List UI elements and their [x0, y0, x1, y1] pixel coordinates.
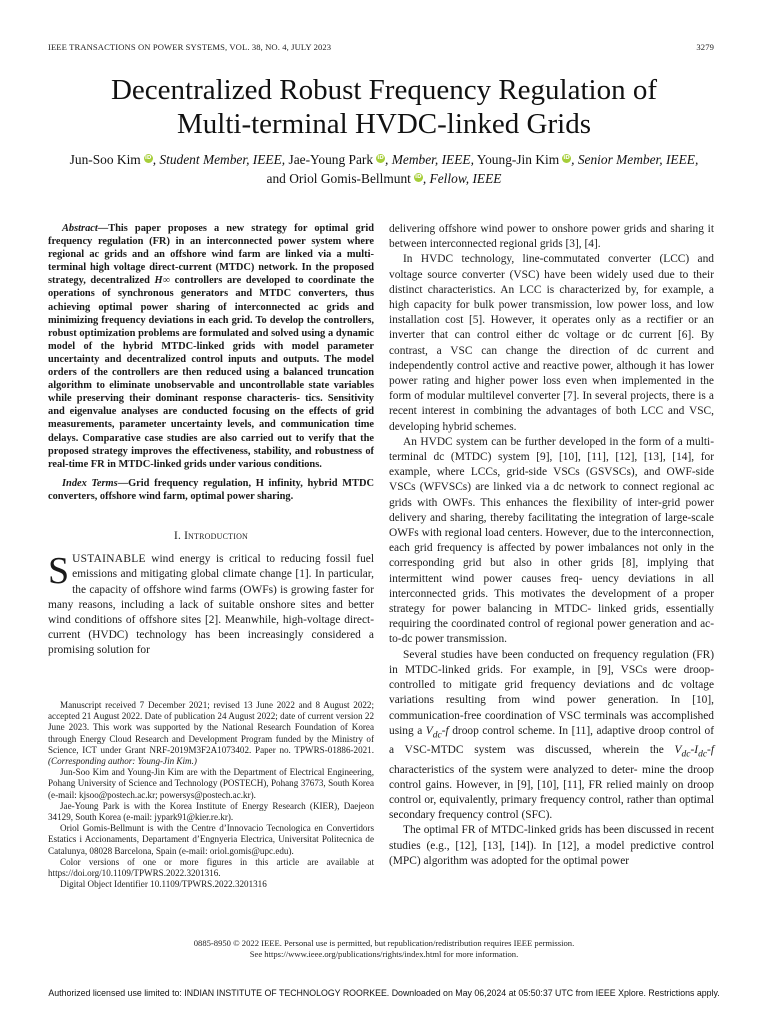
- footnote-doi: Digital Object Identifier 10.1109/TPWRS.2022.3201316: [60, 879, 267, 890]
- footnote-manuscript: [48, 700, 374, 767]
- author-name: Jun-Soo Kim: [69, 152, 141, 167]
- index-terms: [48, 477, 374, 503]
- right-column: [389, 222, 714, 869]
- index-terms-text: —Grid frequency regulation, H infinity, hybrid MTDC converters, offshore wind farm, optimal power sharing.: [48, 477, 374, 502]
- intro-paragraph: [48, 552, 374, 658]
- intro-text: wind energy is critical to reducing fossil fuel emissions and mitigating global climate change [1]. In particular, the capacity of offshore wind farms (OWFs) is growing faster for many reasons, including a lack of suitable onshore sites and better wind conditions of offshore sites [2]. Meanwhile, high-voltage direct-current (HVDC) technology has been increasingly considered a promising solution for: [48, 553, 374, 657]
- body-paragraph: In HVDC technology, line-commutated converter (LCC) and voltage source converter (VSC) have been widely used due to their distinct characteristics. An LCC is characterized by, for example, a high capacity for bulk power transmission, low power loss, and low installation cost [5]. However, it operates only as a rectifier or an inverter that can control either dc voltage or dc current [6]. By contrast, a VSC can change the direction of dc current and independently control active and reactive power, although it has lower power rating and higher power loss even when implemented in the form of modular multilevel converter [7]. In several projects, there is a recent interest in combining the advantages of both LCC and VSC, developing hybrid schemes.: [389, 253, 714, 433]
- abstract-text-b: controllers are developed to coordinate the operations of synchronous generators and MTDC converters, thus achieving optimal power sharing of interconnected ac grids and minimizing frequency deviations in each grid. To develop the controllers, robust optimization problems are formulated and solved using a dynamic model of the hybrid MTDC-linked grids with model parameter uncertainty and decentralized control inputs and outputs. The model orders of the controllers are then reduced using a balanced truncation algorithm to eliminate unobservable and uncontrollable state variables while preserving their dominant response characteris- tics. Sensitivity and eigenvalue analyses are conducted focusing on the effects of grid measurements, parameter uncertainty levels, and communication time delays. Comparative case studies are also carried out to verify that the proposed strategy improves the effectiveness, stability, and robustness of real-time FR in MTDC-linked grids under various conditions.: [48, 275, 374, 470]
- text-run: Several studies have been conducted on frequency regulation (FR) in MTDC-linked grids. For example, in [9], VSCs were droop-controlled to mitigate grid frequency deviations and dc voltage variations resulting from wind power generation. In [10], communication-free coordination of VSC terminals was accomplished using a: [389, 648, 714, 737]
- author-line-1: [40, 150, 728, 169]
- author-list: [40, 150, 728, 188]
- footnote-affiliation-1: Jun-Soo Kim and Young-Jin Kim are with the Department of Electrical Engineering, Pohang University of Science and Technology (POSTECH), Pohang 37673, South Korea (e-mail: kjsoo@postech.ac.kr; powersys@postech.ac.kr).: [48, 767, 374, 800]
- orcid-icon[interactable]: iD: [377, 155, 384, 161]
- body-paragraph: [389, 648, 714, 824]
- text-run: -: [441, 724, 446, 737]
- copyright-notice: [48, 938, 720, 960]
- section-heading: [48, 529, 374, 544]
- author-role: , Senior Member, IEEE,: [571, 152, 699, 167]
- author-role: , Student Member, IEEE,: [152, 152, 286, 167]
- author-role: , Member, IEEE,: [385, 152, 474, 167]
- abstract-text-a: —This paper proposes a new strategy for optimal grid frequency regulation (FR) in an interconnected power system where regional ac grids and an offshore wind farm are linked via a multi-terminal high voltage direct-current (MTDC) network. In the proposed strategy, decentralized: [48, 223, 374, 287]
- math-symbol: f: [710, 744, 714, 757]
- abstract-lead: Abstract: [62, 223, 98, 234]
- paper-title: [40, 73, 728, 141]
- section-title: Introduction: [184, 529, 249, 542]
- rights-link[interactable]: See https://www.ieee.org/publications/rights/index.html for more information.: [249, 949, 519, 959]
- page-number: 3279: [696, 42, 714, 52]
- text-run: characteristics of the system were analyzed to deter- mine the droop control gains. However, in [9], [10], [11], FR relied mainly on droop control or, equivalently, primary frequency control, rather than optimal secondary frequency control (SFC).: [389, 763, 714, 822]
- orcid-icon[interactable]: iD: [563, 155, 570, 161]
- title-line-1: Decentralized Robust Frequency Regulation of: [110, 74, 657, 106]
- math-subscript: dc: [681, 749, 691, 760]
- author-line-2: [40, 169, 728, 188]
- footnote-affiliation-3: Oriol Gomis-Bellmunt is with the Centre d’Innovacio Tecnologica en Convertidors Estatics i Accionaments, Departament d’Engnyeria Electrica, Universitat Politecnica de Catalunya, 08028 Barcelona, Spain (e-mail: oriol.gomis@upc.edu).: [48, 823, 374, 856]
- footnote-color-versions: Color versions of one or more figures in this article are available at https://doi.org/10.1109/TPWRS.2022.3201316.: [48, 856, 374, 879]
- body-paragraph: delivering offshore wind power to onshore power grids and sharing it between interconnected regional grids [3], [4].: [389, 223, 714, 251]
- math-symbol: V: [674, 744, 682, 757]
- left-column: [48, 222, 374, 659]
- journal-name: IEEE TRANSACTIONS ON POWER SYSTEMS, VOL. 38, NO. 4, JULY 2023: [48, 42, 332, 52]
- index-terms-lead: Index Terms: [62, 477, 118, 489]
- title-line-2: Multi-terminal HVDC-linked Grids: [176, 108, 591, 140]
- drop-cap: S: [48, 550, 70, 593]
- license-footer: Authorized licensed use limited to: INDIAN INSTITUTE OF TECHNOLOGY ROORKEE. Downloaded on May 06,2024 at 05:50:37 UTC from IEEE Xplore. Restrictions apply.: [48, 988, 720, 998]
- math-symbol: f: [445, 724, 449, 737]
- running-header: [48, 42, 714, 54]
- corresponding-author: (Corresponding author: Young-Jin Kim.): [48, 756, 197, 767]
- orcid-icon[interactable]: iD: [415, 174, 422, 180]
- author-name: and Oriol Gomis-Bellmunt: [266, 171, 411, 186]
- math-subscript: dc: [432, 729, 442, 740]
- section-numeral: I.: [173, 529, 185, 542]
- text-run: -: [707, 744, 711, 757]
- h-infinity-symbol: H∞: [154, 275, 170, 287]
- copyright-line: 0885-8950 © 2022 IEEE. Personal use is permitted, but republication/redistribution requires IEEE permission.: [193, 938, 575, 948]
- author-name: Jae-Young Park: [288, 152, 374, 167]
- footnote-affiliation-2: Jae-Young Park is with the Korea Institute of Energy Research (KIER), Daejeon 34129, South Korea (e-mail: jypark91@kier.re.kr).: [48, 800, 374, 823]
- text-run: -: [690, 744, 695, 757]
- footnote-text: Manuscript received 7 December 2021; revised 13 June 2022 and 8 August 2022; accepted 21 August 2022. Date of publication 24 August 2022; date of current version 22 June 2023. This work was supported by the National Research Foundation of Korea through Energy Cloud Research and Development Program funded by the Ministry of Science, ICT under Grant NRF-2019M3F2A1073402. Paper no. TPWRS-01886-2021.: [48, 700, 374, 755]
- body-paragraph: The optimal FR of MTDC-linked grids has been discussed in recent studies (e.g., [12], [13], [14]). In [12], a model predictive control (MPC) algorithm was adopted for the optimal power: [389, 824, 714, 867]
- math-subscript: dc: [698, 749, 708, 760]
- footnotes: [48, 700, 374, 890]
- author-role: , Fellow, IEEE: [422, 171, 502, 186]
- abstract: [48, 222, 374, 471]
- intro-first-word: USTAINABLE: [72, 553, 146, 566]
- text-run: droop control scheme. In [11], adaptive droop control of a VSC-MTDC system was discussed, wherein the: [389, 724, 714, 757]
- orcid-icon[interactable]: iD: [145, 155, 152, 161]
- author-name: Young-Jin Kim: [476, 152, 560, 167]
- body-paragraph: An HVDC system can be further developed in the form of a multi-terminal dc (MTDC) system [9], [10], [11], [12], [13], [14], for example, where LCCs, grid-side VSCs (GSVSCs), and OWF-side VSCs (WFVSCs) are linked via a dc network to connect regional ac grids with OWFs. This enhances the flexibility of inter-grid power delivery and sharing, thereby facilitating the integration of large-scale OWFs with regional load centers. However, due to the interconnection, each grid frequency is affected by power imbalances not only in the corresponding grid but also in other grids [8], implying that intermittent wind power causes freq- uency deviations in all interconnected grids. This motivates the development of a proper strategy for power balancing in MTDC- linked grids, essentially requiring the coordinated control of regional power generation and ac-to-dc power transmission.: [389, 435, 714, 646]
- math-symbol: V: [425, 724, 433, 737]
- math-symbol: I: [694, 744, 699, 757]
